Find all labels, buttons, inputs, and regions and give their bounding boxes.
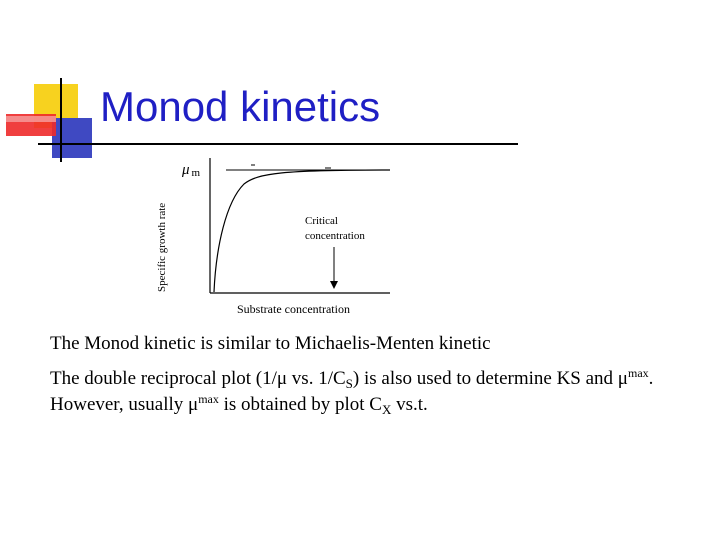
p2-text-3: ) is also used to determine KS and bbox=[352, 368, 618, 389]
mu-symbol: μ bbox=[617, 368, 628, 389]
logo-vertical-line bbox=[60, 78, 62, 162]
mu-max-subscript: m bbox=[191, 167, 201, 179]
body-text bbox=[50, 331, 710, 427]
p2-text-2: vs. 1/C bbox=[287, 368, 346, 389]
p2-text-4: . However, usually bbox=[50, 368, 654, 415]
mu-max-label: μ m bbox=[182, 162, 201, 179]
subscript-x: X bbox=[381, 402, 392, 417]
annotation-critical: Critical bbox=[305, 215, 338, 227]
p2-text-1: The double reciprocal plot (1/ bbox=[50, 368, 277, 389]
monod-figure bbox=[148, 152, 398, 324]
paragraph-monod-similarity: The Monod kinetic is similar to Michaelis-Menten kinetic bbox=[50, 333, 491, 354]
superscript-max: max bbox=[198, 392, 219, 406]
title-underline bbox=[38, 143, 518, 145]
p2-text-6: vs.t. bbox=[391, 394, 428, 415]
p2-text-5: is obtained by plot C bbox=[218, 394, 382, 415]
annotation-arrow-head bbox=[330, 281, 338, 289]
subscript-s: S bbox=[345, 376, 353, 391]
y-axis-label: Specific growth rate bbox=[156, 202, 168, 292]
mu-symbol: μ bbox=[276, 368, 288, 389]
mu-symbol: μ bbox=[188, 394, 199, 415]
logo-blue-square bbox=[52, 118, 92, 158]
logo-red-bar-highlight bbox=[6, 116, 56, 122]
superscript-max: max bbox=[627, 366, 649, 380]
x-axis-label: Substrate concentration bbox=[237, 302, 350, 316]
paragraph-double-reciprocal bbox=[50, 366, 710, 418]
annotation-concentration: concentration bbox=[305, 230, 365, 242]
slide-title: Monod kinetics bbox=[100, 83, 381, 130]
